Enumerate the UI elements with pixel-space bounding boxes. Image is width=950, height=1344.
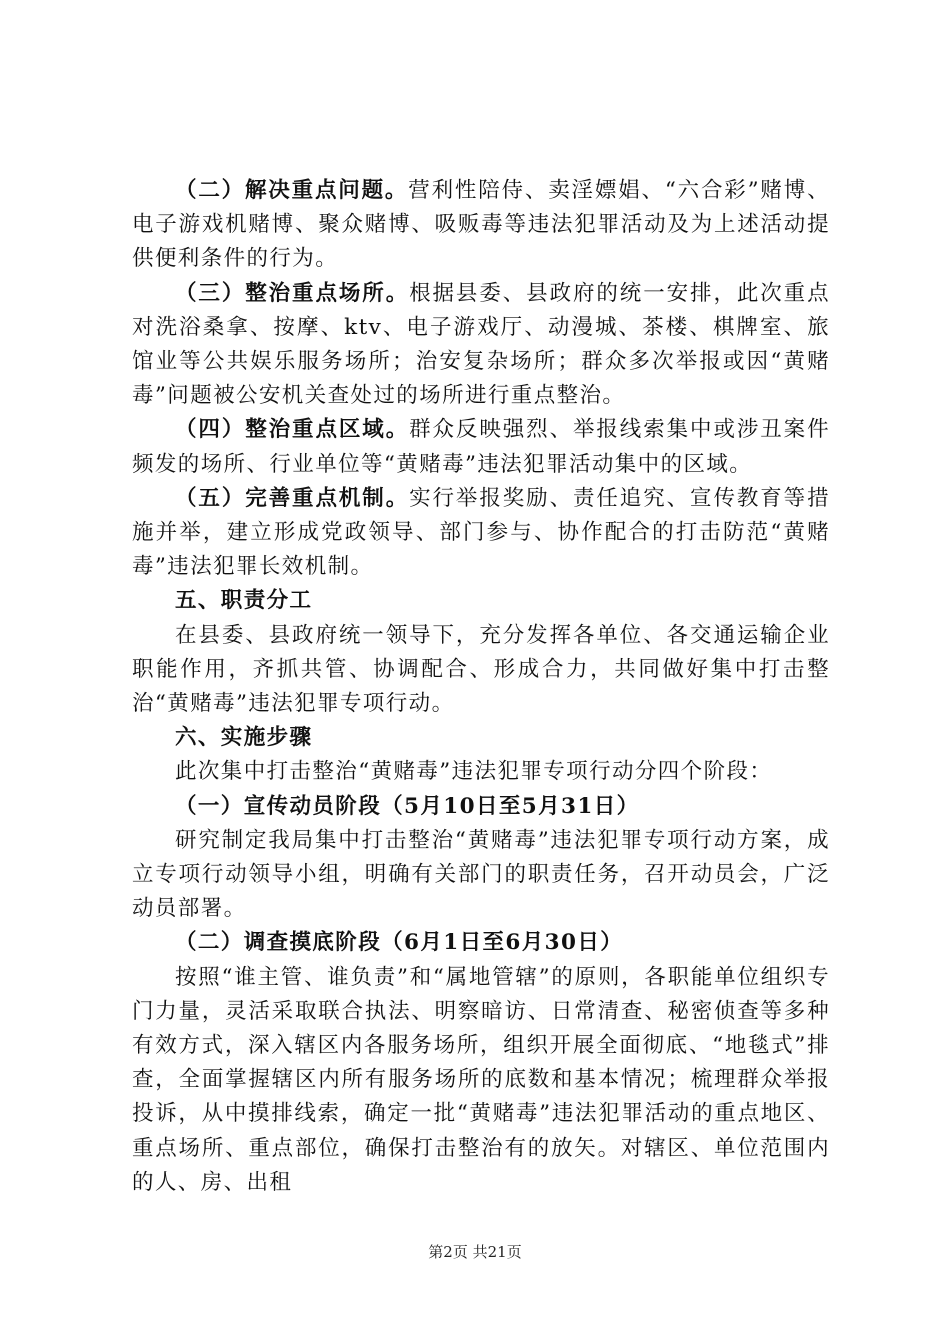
subheading-stage-two: （二）调查摸底阶段（6月1日至6月30日） (175, 930, 624, 956)
paragraph-text: 根据县委、县政府的统一安排，此次重点对洗浴桑拿、按摩、ktv、电子游戏厅、动漫城、茶楼、棋牌室、旅馆业等公共娱乐服务场所；治安复杂场所；群众多次举报或因“黄赌毒”问题被公安机关查处过的场所进行重点整治。 (132, 280, 830, 409)
page-number-footer: 第2页 共21页 (428, 1243, 522, 1261)
paragraph-key-problems (132, 174, 830, 277)
subheading-stage-one: （一）宣传动员阶段（5月10日至5月31日） (175, 793, 640, 819)
paragraph-steps-intro: 此次集中打击整治“黄赌毒”违法犯罪专项行动分四个阶段： (175, 759, 773, 785)
paragraph-key-venues (132, 277, 830, 414)
section-heading-duties: 五、职责分工 (175, 588, 313, 614)
section-heading-steps: 六、实施步骤 (175, 725, 313, 751)
paragraph-duties: 在县委、县政府统一领导下，充分发挥各单位、各交通运输企业职能作用，齐抓共管、协调配合、形成合力，共同做好集中打击整治“黄赌毒”违法犯罪专项行动。 (132, 622, 830, 717)
paragraph-stage-one: 研究制定我局集中打击整治“黄赌毒”违法犯罪专项行动方案，成立专项行动领导小组，明确有关部门的职责任务，召开动员会，广泛动员部署。 (132, 827, 830, 922)
document-body (132, 174, 830, 1200)
paragraph-lead: （五）完善重点机制。 (175, 485, 410, 511)
paragraph-key-mechanism (132, 482, 830, 585)
paragraph-text: 营利性陪侍、卖淫嫖娼、“六合彩”赌博、电子游戏机赌博、聚众赌博、吸贩毒等违法犯罪活动及为上述活动提供便利条件的行为。 (132, 178, 830, 272)
paragraph-lead: （三）整治重点场所。 (175, 280, 410, 306)
paragraph-stage-two: 按照“谁主管、谁负责”和“属地管辖”的原则，各职能单位组织专门力量，灵活采取联合执法、明察暗访、日常清查、秘密侦查等多种有效方式，深入辖区内各服务场所，组织开展全面彻底、“地毯式”排查，全面掌握辖区内所有服务场所的底数和基本情况；梳理群众举报投诉，从中摸排线索，确定一批“黄赌毒”违法犯罪活动的重点地区、重点场所、重点部位，确保打击整治有的放矢。对辖区、单位范围内的人、房、出租 (132, 964, 830, 1195)
paragraph-text: 群众反映强烈、举报线索集中或涉丑案件频发的场所、行业单位等“黄赌毒”违法犯罪活动集中的区域。 (132, 417, 830, 477)
paragraph-lead: （二）解决重点问题。 (175, 178, 409, 203)
paragraph-key-areas (132, 413, 830, 481)
paragraph-text: 实行举报奖励、责任追究、宣传教育等措施并举，建立形成党政领导、部门参与、协作配合的打击防范“黄赌毒”违法犯罪长效机制。 (132, 485, 830, 580)
paragraph-lead: （四）整治重点区域。 (175, 417, 410, 443)
